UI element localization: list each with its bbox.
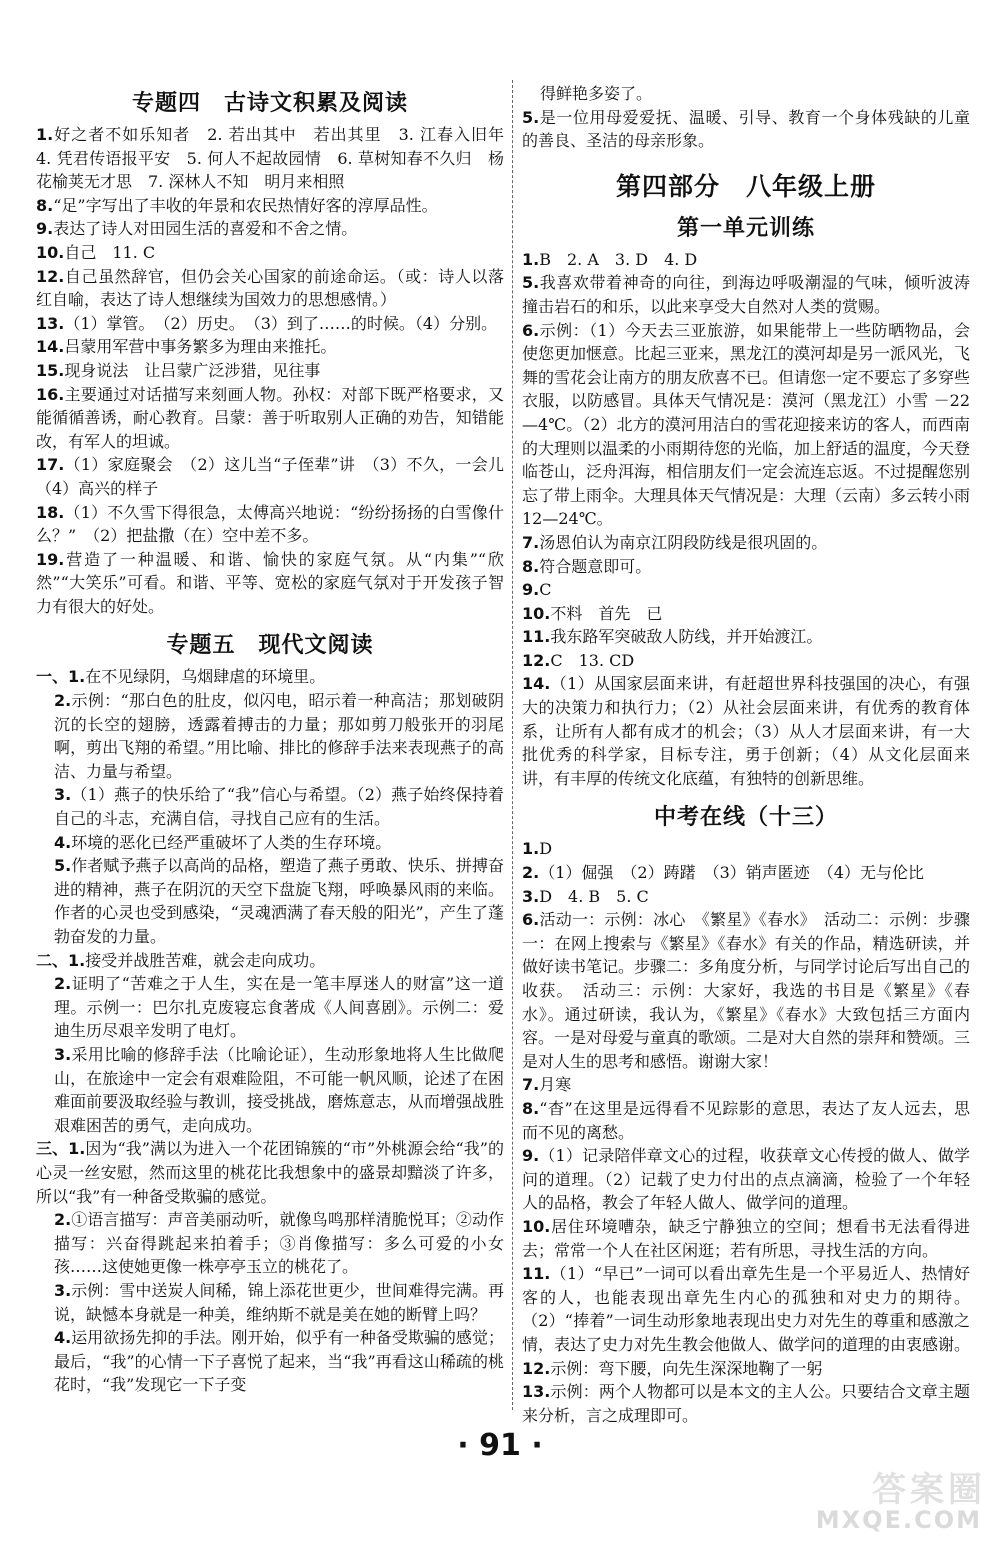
answer-number: 13. [522,1382,551,1402]
answer-text: D 4. B 5. C [539,886,649,906]
answer-text: 月寒 [539,1075,572,1095]
answer-text: （1）燕子的快乐给了“我”信心与希望。（2）燕子始终保持着自己的斗志，充满自信，寻找自己应有的生活。 [54,785,504,829]
section-5-part-1 [36,665,504,948]
left-column [36,78,521,1397]
answer-item [522,908,970,1073]
answer-number: 13. [36,313,65,333]
item-5 [522,106,970,153]
answer-text: 示例：“那白色的肚皮，似闪电，昭示着一种高洁；那划破阴沉的长空的翅膀，透露着搏击的力量；那如剪刀般张开的羽尾啊，剪出飞翔的希望。”用比喻、排比的修辞手法来表现燕子的高洁、力量与希望。 [54,691,504,781]
answer-item [36,548,504,619]
answer-number: 二、1. [36,950,86,970]
answer-item [522,1073,970,1097]
answer-item [522,625,970,649]
answer-text: 主要通过对话描写来刻画人物。孙权：对部下既严格要求，又能循循善诱，耐心教育。吕蒙：善于听取别人正确的劝告，知错能改，有军人的坦诚。 [36,384,504,451]
answer-number: 2. [522,863,540,883]
answer-number: 10. [522,1216,551,1236]
answer-item [522,555,970,579]
answer-item [522,861,970,885]
answer-text: （1）记录陪伴章文心的过程，收获章文心传授的做人、做学问的道理。（2）记载了史力付出的点点滴滴，检验了一个年轻人的品格，教会了年轻人做人、做学问的道理。 [522,1146,970,1213]
answer-number: 2. [54,974,72,994]
page-number: · 91 · [457,1428,543,1463]
answer-text: （1）倔强 （2）踌躇 （3）销声匿迹 （4）无与伦比 [539,863,924,883]
answer-number: 6. [522,910,540,930]
answer-text: 示例：雪中送炭人间稀，锦上添花世更少，世间难得完满。再说，缺憾本身就是一种美，维纳斯不就是美在她的断臂上吗？ [54,1280,504,1324]
part-title: 第四部分 八年级上册 [615,171,876,201]
answer-number: 6. [522,320,540,340]
answer-text: 示例：弯下腰，向先生深深地鞠了一躬 [550,1358,823,1378]
answer-text: （1）从国家层面来讲，有赶超世界科技强国的决心，有强大的决策力和执行力；（2）从社会层面来讲，有优秀的教育体系，让所有人都有成才的机会；（3）从人才层面来讲，有一大批优秀的科学家，目标专注，勇于创新；（4）从文化层面来讲，有丰厚的传统文化底蕴，有独特的创新思维。 [522,674,970,788]
answer-text: 示例：两个人物都可以是本文的主人公。只要结合文章主题来分析，言之成理即可。 [522,1382,970,1425]
section-5-part-2 [36,949,504,1138]
answer-number: 7. [522,1075,540,1095]
answer-text: 不料 首先 已 [550,603,663,623]
answer-text: 在不见绿阴，乌烟肆虐的环境里。 [85,667,326,687]
answer-text: 表达了诗人对田园生活的喜爱和不舍之情。 [53,219,358,239]
answer-number: 3. [54,785,72,805]
answer-number: 8. [36,195,54,215]
answer-text: （1）家庭聚会 （2）这儿当“子侄辈”讲 （3）不久，一会儿（4）高兴的样子 [36,455,504,498]
answer-text: 现身说法 让吕蒙广泛涉猎，见往事 [64,360,321,380]
answer-item [522,885,970,909]
answer-number: 9. [522,580,540,600]
answer-number: 三、1. [36,1139,86,1159]
answer-text: 作者赋予燕子以高尚的品格，塑造了燕子勇敢、快乐、拼搏奋进的精神，燕子在阴沉的天空下盘旋飞翔，呼唤暴风雨的来临。作者的心灵也受到感染，“灵魂洒满了春天般的阳光”，产生了蓬勃奋发的力量。 [54,856,504,946]
section-title-4: 专题四 古诗文积累及阅读 [131,91,408,116]
answer-number: 9. [522,1146,540,1166]
answer-number: 14. [522,674,551,694]
answer-text: 示例：（1）今天去三亚旅游，如果能带上一些防晒物品，会使您更加惬意。比起三亚来，黑龙江的漠河却是另一派风光，飞舞的雪花会让南方的朋友欣喜不已。但请您一定不要忘了多穿些衣服，以防感冒。具体天气情况是：漠河（黑龙江）小雪 －22—4℃。（2）北方的漠河用洁白的雪花迎接来访的客人，而西南的大理则以温柔的小雨期待您的光临，加上舒适的温度，今天登临苍山，泛舟洱海，相信朋友们一定会流连忘返。不过提醒您别忘了带上雨伞。大理具体天气情况是：大理（云南）多云转小雨 12—24℃。 [522,320,971,529]
answer-item [36,1326,504,1397]
answer-number: 3. [54,1280,72,1300]
answer-item [522,531,970,555]
answer-text: （1）“早已”一词可以看出章先生是一个平易近人、热情好客的人，也能表现出章先生内心的孤独和对史力的期待。（2）“捧着”一词生动形象地表现出史力对先生的尊重和感激之情，表达了史力对先生教会他做人、做学问的道理的由衷感谢。 [522,1264,971,1354]
answer-text: 自己虽然辞官，但仍会关心国家的前途命运。（或：诗人以落红自喻，表达了诗人想继续为国效力的思想感情。） [36,266,504,310]
answer-text: C [539,580,552,600]
answer-number: 5. [522,107,540,127]
answer-item [522,672,970,790]
answer-text: 采用比喻的修辞手法（比喻论证），生动形象地将人生比做爬山，在旅途中一定会有艰难险阻，不可能一帆风顺，论述了在困难面前要汲取经验与教训，接受挑战，磨炼意志，从而增强战胜艰难困苦的勇气，走向成功。 [54,1044,504,1135]
answer-item [522,271,970,318]
right-column [522,82,970,1427]
answer-number: 10. [36,242,65,262]
answer-text: 营造了一种温暖、和谐、愉快的家庭气氛。从“内集”“欣然”“大笑乐”可看。和谐、平等、宽松的家庭气氛对于开发孩子智力有很大的好处。 [36,549,504,616]
answer-text: 居住环境嘈杂，缺乏宁静独立的空间；想看书无法看得进去；常常一个人在社区闲逛；若有所思，寻找生活的方向。 [522,1216,970,1260]
answer-number: 11. [522,627,551,647]
answer-text: 是一位用母爱爱抚、温暖、引导、教育一个身体残缺的儿童的善良、圣洁的母亲形象。 [522,107,970,151]
section-title-5: 专题五 现代文阅读 [166,633,374,659]
continued-text: 得鲜艳多姿了。 [540,84,653,103]
answer-number: 2. [54,1210,72,1230]
answer-text: D [539,839,553,859]
answer-item [522,1380,970,1427]
section-5-part-3 [36,1137,504,1397]
answer-text: 好之者不如乐知者 2. 若出其中 若出其里 3. 江春入旧年 4. 凭君传语报平安 5. 何人不起故园情 6. 草树知春不久归 杨花榆荚无才思 7. 深林人不知 明月来相照 [36,125,521,192]
exam-online-answers [522,837,970,1427]
answer-number: 7. [522,532,540,552]
answer-number: 9. [36,219,54,239]
answer-number: 2. [54,691,72,711]
answer-number: 5. [54,856,72,876]
answer-number: 4. [54,832,72,852]
answer-item [36,689,504,783]
section-4-answers [36,123,521,618]
unit-1-answers [522,248,970,791]
answer-item [522,1097,970,1144]
answer-number: 14. [36,337,65,357]
answer-item [36,501,504,548]
watermark-text: 答案圈 [872,1470,986,1510]
answer-item [36,1137,504,1208]
answer-text: 符合题意即可。 [539,556,652,576]
answer-text: （1）不久雪下得很急，太傅高兴地说：“纷纷扬扬的白雪像什么？” （2）把盐撒（在）空中差不多。 [36,502,504,546]
answer-item [36,359,504,383]
watermark-logo [786,1462,986,1540]
answer-item [36,312,504,336]
answer-item [36,123,521,194]
answer-number: 5. [522,273,540,293]
answer-number: 3. [54,1044,72,1064]
answer-item [36,194,504,218]
answer-number: 8. [522,556,540,576]
answer-text: 我东路军突破敌人防线，并开始渡江。 [550,627,823,647]
answer-item [36,1208,504,1279]
answer-number: 12. [522,650,551,670]
answer-text: （1）掌管。 （2）历史。 （3）到了……的时候。（4）分别。 [64,313,498,333]
answer-text: B 2. A 3. D 4. D [539,249,698,269]
answer-item [522,649,970,673]
answer-item [36,972,504,1043]
answer-number: 一、1. [36,667,86,687]
watermark-url: MXQE.COM [815,1506,982,1534]
answer-number: 12. [36,266,65,286]
answer-item [522,1144,970,1215]
answer-number: 12. [522,1358,551,1378]
answer-item [36,453,504,500]
answer-number: 16. [36,384,65,404]
answer-item [522,578,970,602]
answer-item [36,217,504,241]
answer-text: 汤恩伯认为南京江阴段防线是很巩固的。 [539,532,828,552]
unit-title: 第一单元训练 [676,215,815,241]
answer-item [36,335,504,359]
answer-item [522,837,970,861]
answer-item [36,665,504,689]
answer-text: “足”字写出了丰收的年景和农民热情好客的淳厚品性。 [53,195,438,215]
answer-text: 我喜欢带着神奇的向往，到海边呼吸潮湿的气味，倾听波涛撞击岩石的和乐，以此来享受大自然对人类的赏赐。 [522,273,970,316]
column-divider [512,80,514,1410]
answer-item [36,854,504,948]
answer-number: 8. [522,1098,540,1118]
answer-number: 4. [54,1328,72,1348]
answer-item [36,1043,504,1137]
answer-item [36,265,504,312]
answer-number: 18. [36,502,65,522]
answer-number: 19. [36,549,65,569]
answer-item [522,248,970,272]
answer-item [36,1279,504,1326]
answer-text: 接受并战胜苦难，就会走向成功。 [85,950,326,970]
answer-text: 证明了“苦难之于人生，实在是一笔丰厚迷人的财富”这一道理。示例一：巴尔扎克废寝忘食著成《人间喜剧》。示例二：爱迪生历尽艰辛发明了电灯。 [54,974,504,1041]
answer-number: 3. [522,886,540,906]
answer-number: 1. [36,125,54,144]
answer-number: 1. [522,249,540,269]
answer-text: 吕蒙用军营中事务繁多为理由来推托。 [64,337,337,357]
answer-number: 11. [522,1264,551,1284]
exam-online-title: 中考在线（十三） [653,805,838,831]
answer-text: C 13. CD [550,650,635,670]
answer-text: “杳”在这里是远得看不见踪影的意思，表达了友人远去，思而不见的离愁。 [522,1098,970,1142]
answer-text: 活动一：示例：冰心 《繁星》《春水》 活动二：示例：步骤一：在网上搜索与《繁星》《春水》有关的作品，精选研读，并做好读书笔记。步骤二：多角度分析，与同学讨论后写出自己的收获。 活动三：示例：大家好，我选的书目是《繁星》《春水》。通过研读，我认为，《繁星》《春水》大致包括三方面内容。一是对母爱与童真的歌颂。二是对大自然的崇拜和赞颂。三是对人生的思考和感悟。谢谢大家！ [522,910,971,1071]
answer-item [36,241,504,265]
answer-item [36,383,504,454]
answer-item [522,1262,970,1356]
answer-number: 17. [36,455,65,475]
answer-text: 运用欲扬先抑的手法。刚开始，似乎有一种备受欺骗的感觉；最后，“我”的心情一下子喜悦了起来，当“我”再看这山稀疏的桃花时，“我”发现它一下子变 [54,1328,504,1395]
answer-item [36,783,504,830]
answer-text: 因为“我”满以为进入一个花团锦簇的“市”外桃源会给“我”的心灵一丝安慰，然而这里的桃花比我想象中的盛景却黯淡了许多，所以“我”有一种备受欺骗的感觉。 [36,1139,504,1206]
answer-text: 自己 11. C [64,242,156,262]
answer-text: ①语言描写：声音美丽动听，就像鸟鸣那样清脆悦耳；②动作描写：兴奋得跳起来拍着手；③肖像描写：多么可爱的小女孩……这使她更像一株亭亭玉立的桃花了。 [54,1210,504,1277]
answer-item [522,602,970,626]
answer-item [522,106,970,153]
answer-number: 10. [522,603,551,623]
answer-text: 环境的恶化已经严重破坏了人类的生存环境。 [71,832,392,852]
answer-item [36,831,504,855]
answer-item [522,1215,970,1262]
answer-item [522,1357,970,1381]
answer-number: 15. [36,360,65,380]
answer-item [522,319,970,531]
answer-item [36,949,504,973]
answer-number: 1. [522,839,540,859]
